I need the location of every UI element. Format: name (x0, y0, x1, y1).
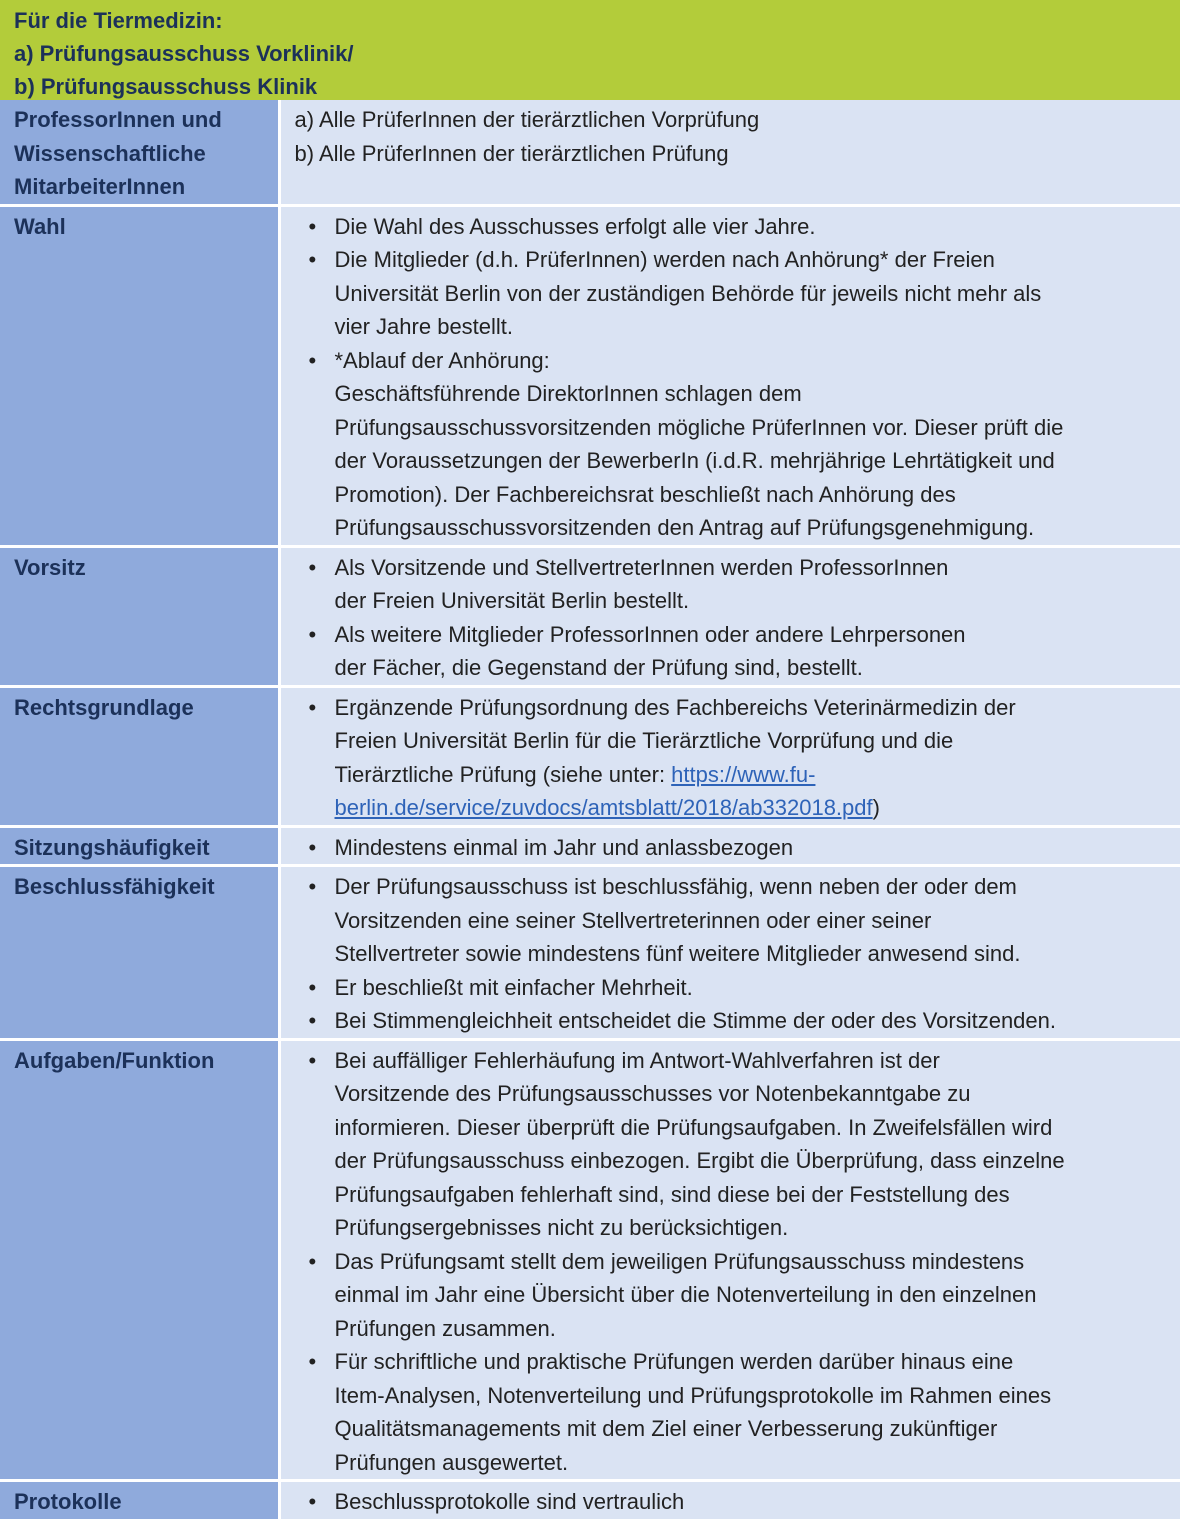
header-line-2: a) Prüfungsausschuss Vorklinik/ (14, 41, 354, 66)
bullet-list (295, 1485, 1167, 1519)
header-line-1: Für die Tiermedizin: (14, 8, 223, 33)
row-label-vorsitz: Vorsitz (0, 546, 279, 686)
bullet-list (295, 551, 1167, 685)
amtsblatt-link-part-2[interactable]: berlin.de/service/zuvdocs/amtsblatt/2018/ab332018.pdf (334, 795, 873, 820)
content-line: vier Jahre bestellt. (334, 314, 514, 339)
content-line: Geschäftsführende DirektorInnen schlagen dem (334, 381, 802, 406)
content-line: Promotion). Der Fachbereichsrat beschließt nach Anhörung des (334, 481, 956, 507)
list-item (295, 210, 1167, 244)
content-line: • Ergänzende Prüfungsordnung des Fachbereichs Veterinärmedizin der (334, 694, 1016, 720)
row-label-rechtsgrundlage: Rechtsgrundlage (0, 686, 279, 826)
content-line: Prüfungsausschussvorsitzenden den Antrag auf Prüfungsgenehmigung. (334, 515, 1035, 540)
content-line: Qualitätsmanagements mit dem Ziel einer Verbesserung zukünftiger (334, 1416, 998, 1441)
content-line: Prüfungsergebnisses nicht zu berücksichtigen. (334, 1215, 789, 1240)
row-content-sitzungshaeufigkeit (279, 826, 1180, 866)
content-line: b) Alle PrüferInnen der tierärztlichen Prüfung (294, 140, 729, 166)
row-content-protokolle (279, 1481, 1180, 1519)
list-item (295, 831, 1167, 865)
row-content-beschlussfaehigkeit (279, 866, 1180, 1040)
table-row-wahl (0, 205, 1180, 546)
table-row-sitzungshaeufigkeit (0, 826, 1180, 866)
row-label-members (0, 100, 279, 205)
label-line: MitarbeiterInnen (14, 174, 186, 199)
row-content-members (279, 100, 1180, 205)
link-suffix-text: ) (872, 795, 880, 820)
table-row-aufgaben (0, 1039, 1180, 1481)
bullet-list (295, 1044, 1167, 1480)
content-line: • Das Prüfungsamt stellt dem jeweiligen Prüfungsausschuss mindestens (334, 1248, 1025, 1274)
content-line: Prüfungsaufgaben fehlerhaft sind, sind diese bei der Feststellung des (334, 1181, 1010, 1207)
content-line: Universität Berlin von der zuständigen Behörde für jeweils nicht mehr als (334, 280, 1042, 306)
bullet-list (295, 831, 1167, 865)
content-line: der Fächer, die Gegenstand der Prüfung sind, bestellt. (334, 655, 863, 680)
content-line (335, 758, 1167, 792)
row-label-protokolle: Protokolle (0, 1481, 279, 1519)
content-line: Item-Analysen, Notenverteilung und Prüfungsprotokolle im Rahmen eines (334, 1382, 1052, 1408)
content-line: Vorsitzenden eine seiner Stellvertreterinnen oder einer seiner (334, 907, 932, 933)
list-item (295, 1004, 1167, 1038)
content-line (335, 791, 1167, 825)
table-row-beschlussfaehigkeit (0, 866, 1180, 1040)
row-label-sitzungshaeufigkeit: Sitzungshäufigkeit (0, 826, 279, 866)
header-line-3: b) Prüfungsausschuss Klinik (14, 74, 318, 99)
content-line: der Prüfungsausschuss einbezogen. Ergibt die Überprüfung, dass einzelne (334, 1148, 1065, 1173)
content-line: informieren. Dieser überprüft die Prüfungsaufgaben. In Zweifelsfällen wird (334, 1114, 1053, 1140)
content-line: • Der Prüfungsausschuss ist beschlussfähig, wenn neben der oder dem (334, 874, 1017, 899)
table-row-protokolle (0, 1481, 1180, 1519)
row-content-aufgaben (279, 1039, 1180, 1481)
row-content-rechtsgrundlage (279, 686, 1180, 826)
list-item (295, 1485, 1167, 1519)
content-line: • Als Vorsitzende und StellvertreterInnen werden ProfessorInnen (334, 554, 949, 580)
list-item (295, 344, 1167, 545)
list-item (295, 1245, 1167, 1346)
list-item (295, 618, 1167, 685)
content-line: Vorsitzende des Prüfungsausschusses vor Notenbekanntgabe zu (334, 1081, 971, 1106)
content-line: • Beschlussprotokolle sind vertraulich (334, 1489, 685, 1514)
content-line: Prüfungen ausgewertet. (334, 1449, 569, 1475)
label-line: Wissenschaftliche (14, 140, 206, 166)
content-line: • *Ablauf der Anhörung: (334, 347, 550, 373)
list-item (295, 1345, 1167, 1479)
table-row-rechtsgrundlage (0, 686, 1180, 826)
table-header (0, 0, 1180, 100)
content-line: • Als weitere Mitglieder ProfessorInnen oder andere Lehrpersonen (334, 621, 966, 647)
bullet-list (295, 210, 1167, 545)
label-line: ProfessorInnen und (14, 107, 222, 132)
content-line: • Bei auffälliger Fehlerhäufung im Antwort-Wahlverfahren ist der (334, 1047, 940, 1073)
content-line: Stellvertreter sowie mindestens fünf weitere Mitglieder anwesend sind. (334, 941, 1021, 966)
row-content-wahl (279, 205, 1180, 546)
table-row-members (0, 100, 1180, 205)
content-line: • Mindestens einmal im Jahr und anlassbezogen (334, 834, 794, 860)
row-label-aufgaben: Aufgaben/Funktion (0, 1039, 279, 1481)
link-prefix-text: Tierärztliche Prüfung (siehe unter: (334, 761, 672, 787)
content-line: einmal im Jahr eine Übersicht über die Notenverteilung in den einzelnen (334, 1282, 1037, 1307)
list-item (295, 971, 1167, 1005)
bullet-list (295, 691, 1167, 825)
bullet-list (295, 870, 1167, 1038)
committee-table (0, 100, 1180, 1519)
list-item (295, 691, 1167, 825)
row-label-beschlussfaehigkeit: Beschlussfähigkeit (0, 866, 279, 1040)
list-item (295, 1044, 1167, 1245)
content-line: Freien Universität Berlin für die Tierärztliche Vorprüfung und die (334, 728, 954, 753)
list-item (295, 870, 1167, 971)
content-line: a) Alle PrüferInnen der tierärztlichen Vorprüfung (294, 107, 760, 132)
row-label-wahl: Wahl (0, 205, 279, 546)
content-line: • Die Wahl des Ausschusses erfolgt alle vier Jahre. (334, 213, 816, 239)
content-line: • Er beschließt mit einfacher Mehrheit. (334, 974, 693, 1000)
content-line: der Voraussetzungen der BewerberIn (i.d.R. mehrjährige Lehrtätigkeit und (334, 448, 1055, 473)
list-item (295, 551, 1167, 618)
list-item (295, 243, 1167, 344)
content-line: • Für schriftliche und praktische Prüfungen werden darüber hinaus eine (334, 1349, 1014, 1374)
content-line: der Freien Universität Berlin bestellt. (334, 588, 690, 613)
table-row-vorsitz (0, 546, 1180, 686)
content-line: • Die Mitglieder (d.h. PrüferInnen) werden nach Anhörung* der Freien (334, 247, 995, 272)
row-content-vorsitz (279, 546, 1180, 686)
content-line: Prüfungsausschussvorsitzenden mögliche PrüferInnen vor. Dieser prüft die (334, 414, 1064, 440)
content-line: • Bei Stimmengleichheit entscheidet die Stimme der oder des Vorsitzenden. (334, 1008, 1056, 1033)
amtsblatt-link-part-1[interactable]: https://www.fu- (671, 761, 816, 787)
content-line: Prüfungen zusammen. (334, 1315, 556, 1341)
